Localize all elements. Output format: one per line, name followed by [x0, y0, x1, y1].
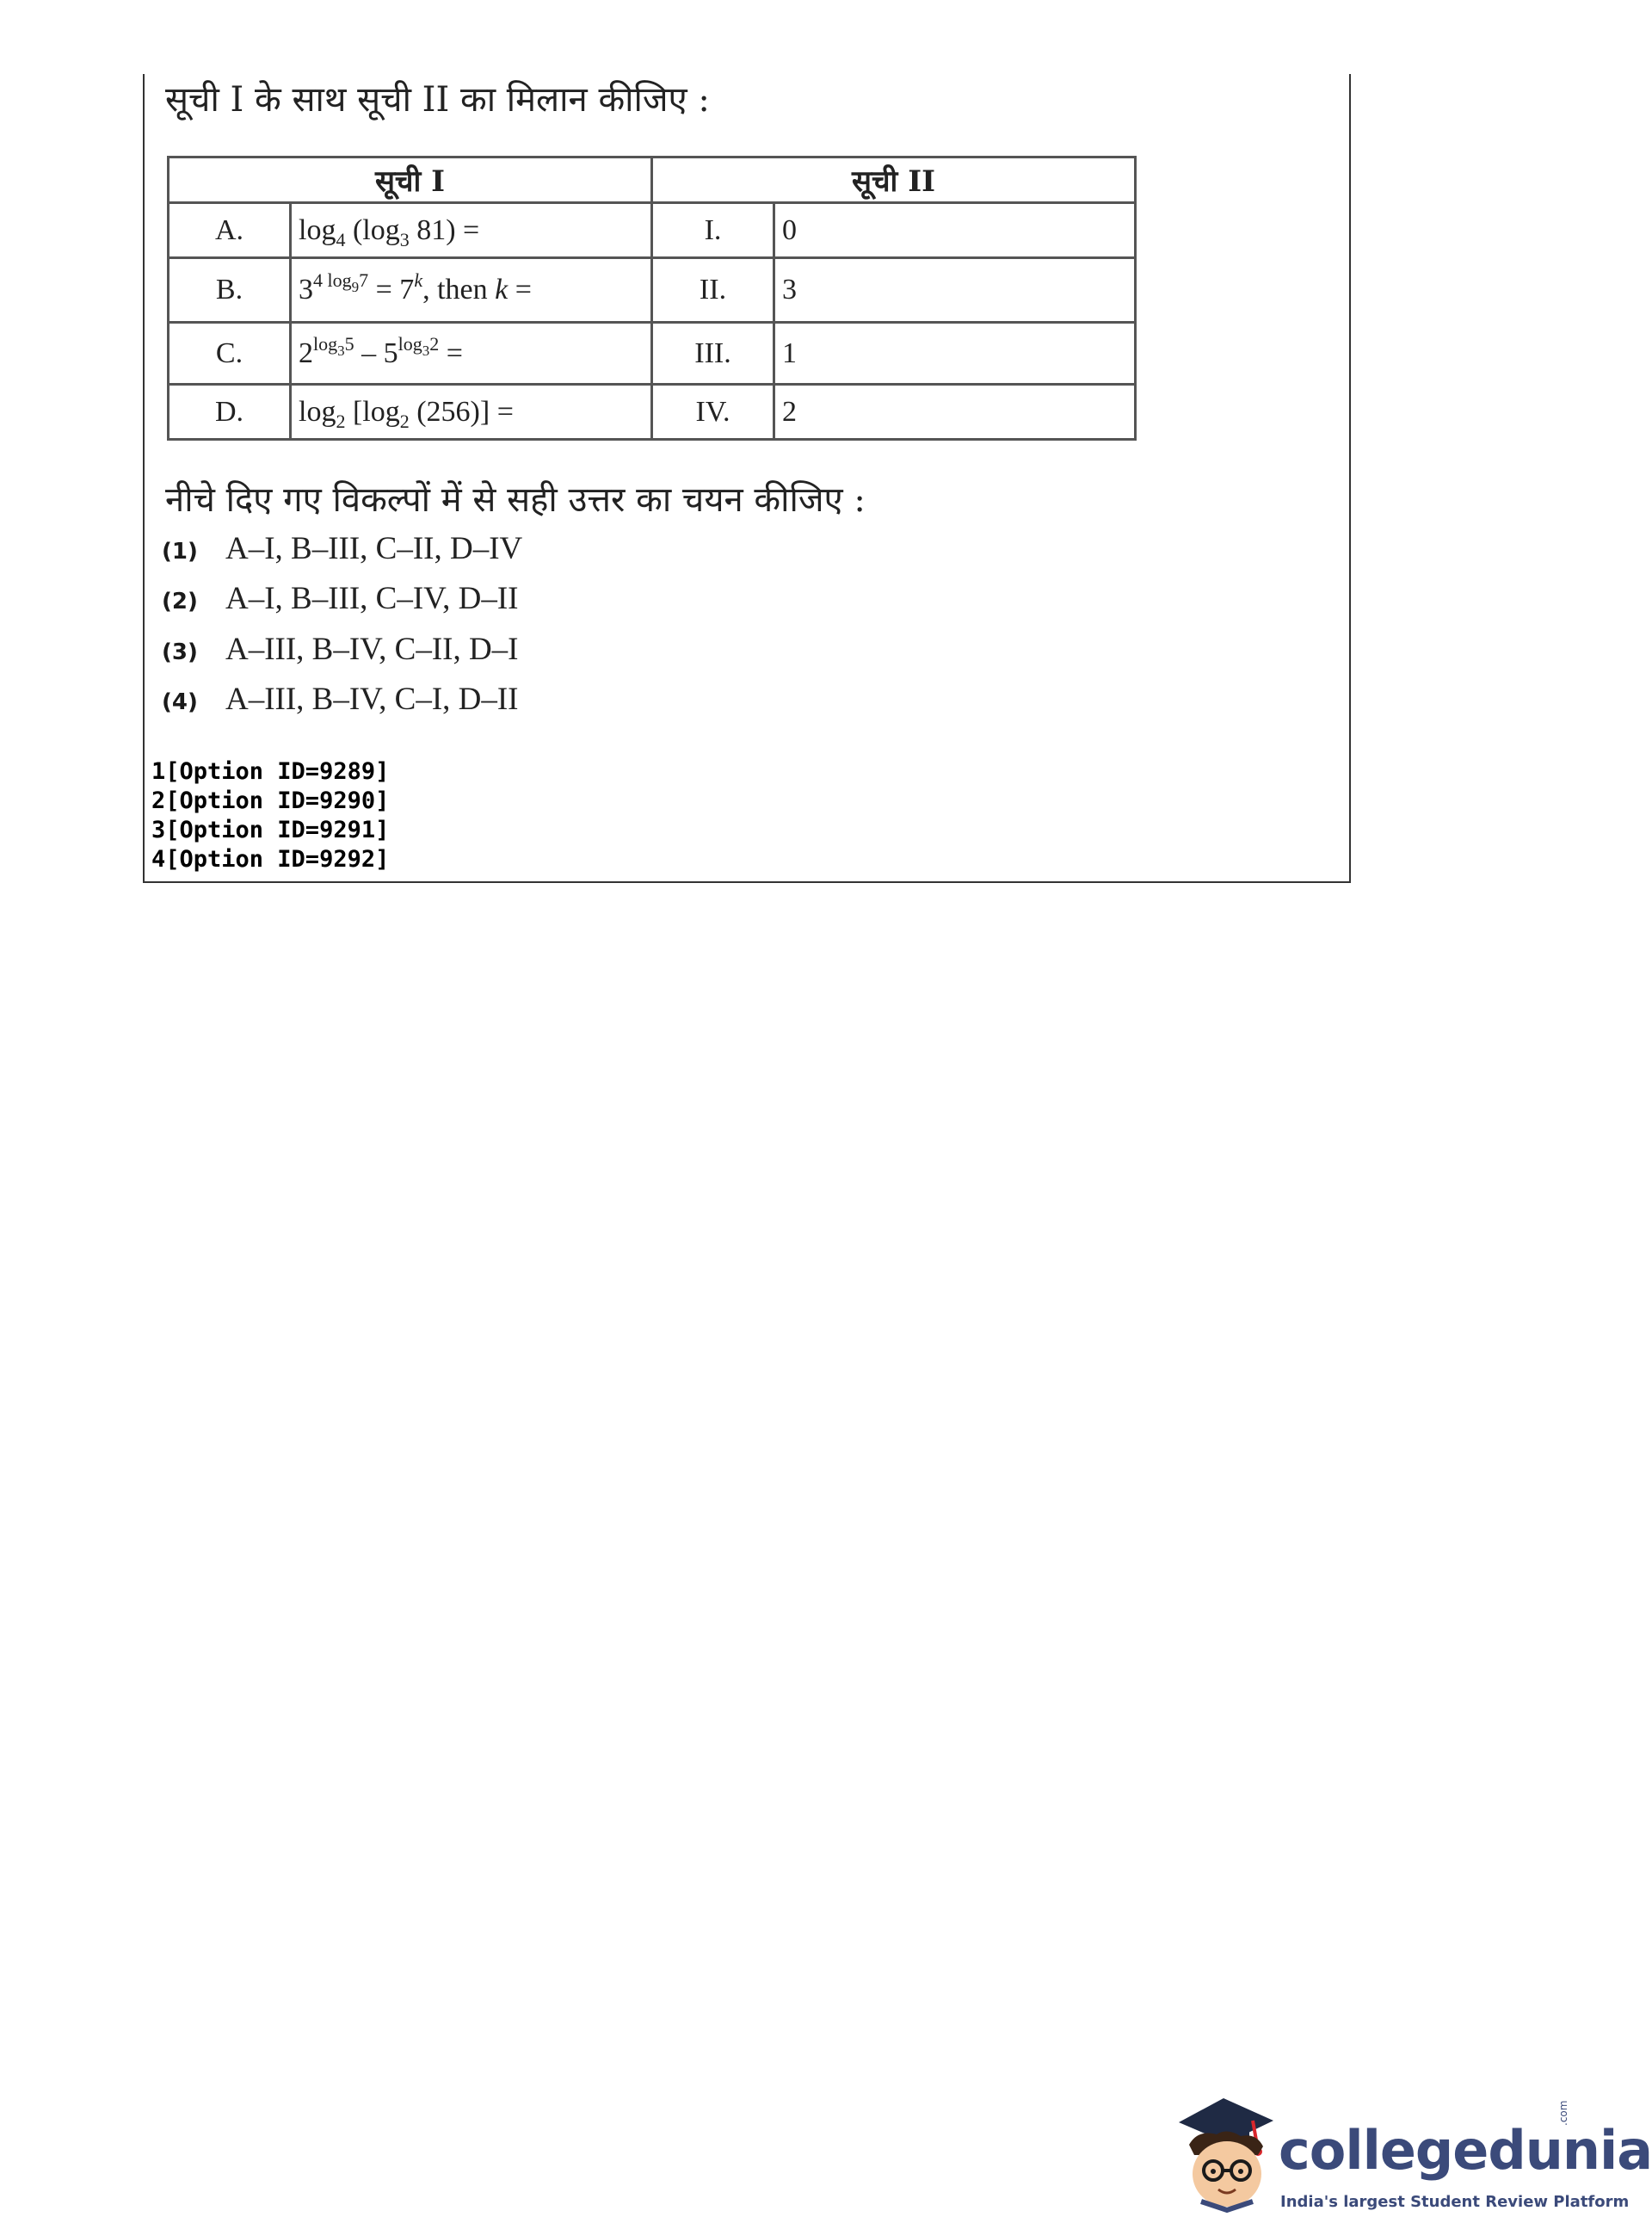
option-number: (3)	[162, 639, 198, 665]
question-instruction: सूची I के साथ सूची II का मिलान कीजिए :	[165, 80, 710, 120]
row-label: D.	[169, 385, 291, 440]
table-row	[169, 385, 1136, 440]
row-roman: I.	[652, 203, 774, 258]
option-number: (2)	[162, 589, 198, 614]
option-id: 2[Option ID=9290]	[151, 787, 390, 814]
row-value: 2	[774, 385, 1136, 440]
table-row	[169, 203, 1136, 258]
row-label: B.	[169, 258, 291, 323]
row-roman: III.	[652, 323, 774, 385]
expression-b: $3^{4 log_97} = 7^k$, then k =	[291, 258, 652, 323]
table-row	[169, 258, 1136, 323]
option-number: (4)	[162, 689, 198, 715]
row-value: 3	[774, 258, 1136, 323]
option-text: A–III, B–IV, C–II, D–I	[225, 632, 519, 667]
question-prompt: नीचे दिए गए विकल्पों में से सही उत्तर का चयन कीजिए :	[165, 480, 866, 520]
option-id: 3[Option ID=9291]	[151, 817, 390, 843]
option-1[interactable]	[162, 530, 522, 567]
table-row	[169, 323, 1136, 385]
option-id: 4[Option ID=9292]	[151, 846, 390, 873]
row-value: 1	[774, 323, 1136, 385]
brand-logo-text: collegedunia	[1279, 2119, 1652, 2182]
option-number: (1)	[162, 539, 198, 565]
expression-a: $\log_4 (\log_3$ 81) =	[291, 203, 652, 258]
option-text: A–I, B–III, C–IV, D–II	[225, 581, 519, 616]
row-roman: IV.	[652, 385, 774, 440]
match-table	[167, 156, 1137, 441]
expression-d: $\log_2 [\log_2$ (256)] =	[291, 385, 652, 440]
option-text: A–III, B–IV, C–I, D–II	[225, 682, 519, 717]
list-1-header: सूची I	[169, 157, 652, 203]
row-value: 0	[774, 203, 1136, 258]
option-text: A–I, B–III, C–II, D–IV	[225, 531, 523, 566]
option-4[interactable]	[162, 681, 519, 718]
row-label: A.	[169, 203, 291, 258]
row-label: C.	[169, 323, 291, 385]
option-id: 1[Option ID=9289]	[151, 758, 390, 785]
expression-c: $2^{log_35} - 5^{log_32}$ =	[291, 323, 652, 385]
list-2-header: सूची II	[652, 157, 1136, 203]
option-id-list	[151, 757, 389, 874]
brand-domain-suffix: .com	[1557, 2100, 1569, 2126]
option-3[interactable]	[162, 631, 519, 668]
row-roman: II.	[652, 258, 774, 323]
table-header-row	[169, 157, 1136, 203]
option-2[interactable]	[162, 580, 519, 617]
brand-tagline: India's largest Student Review Platform	[1280, 2193, 1630, 2211]
